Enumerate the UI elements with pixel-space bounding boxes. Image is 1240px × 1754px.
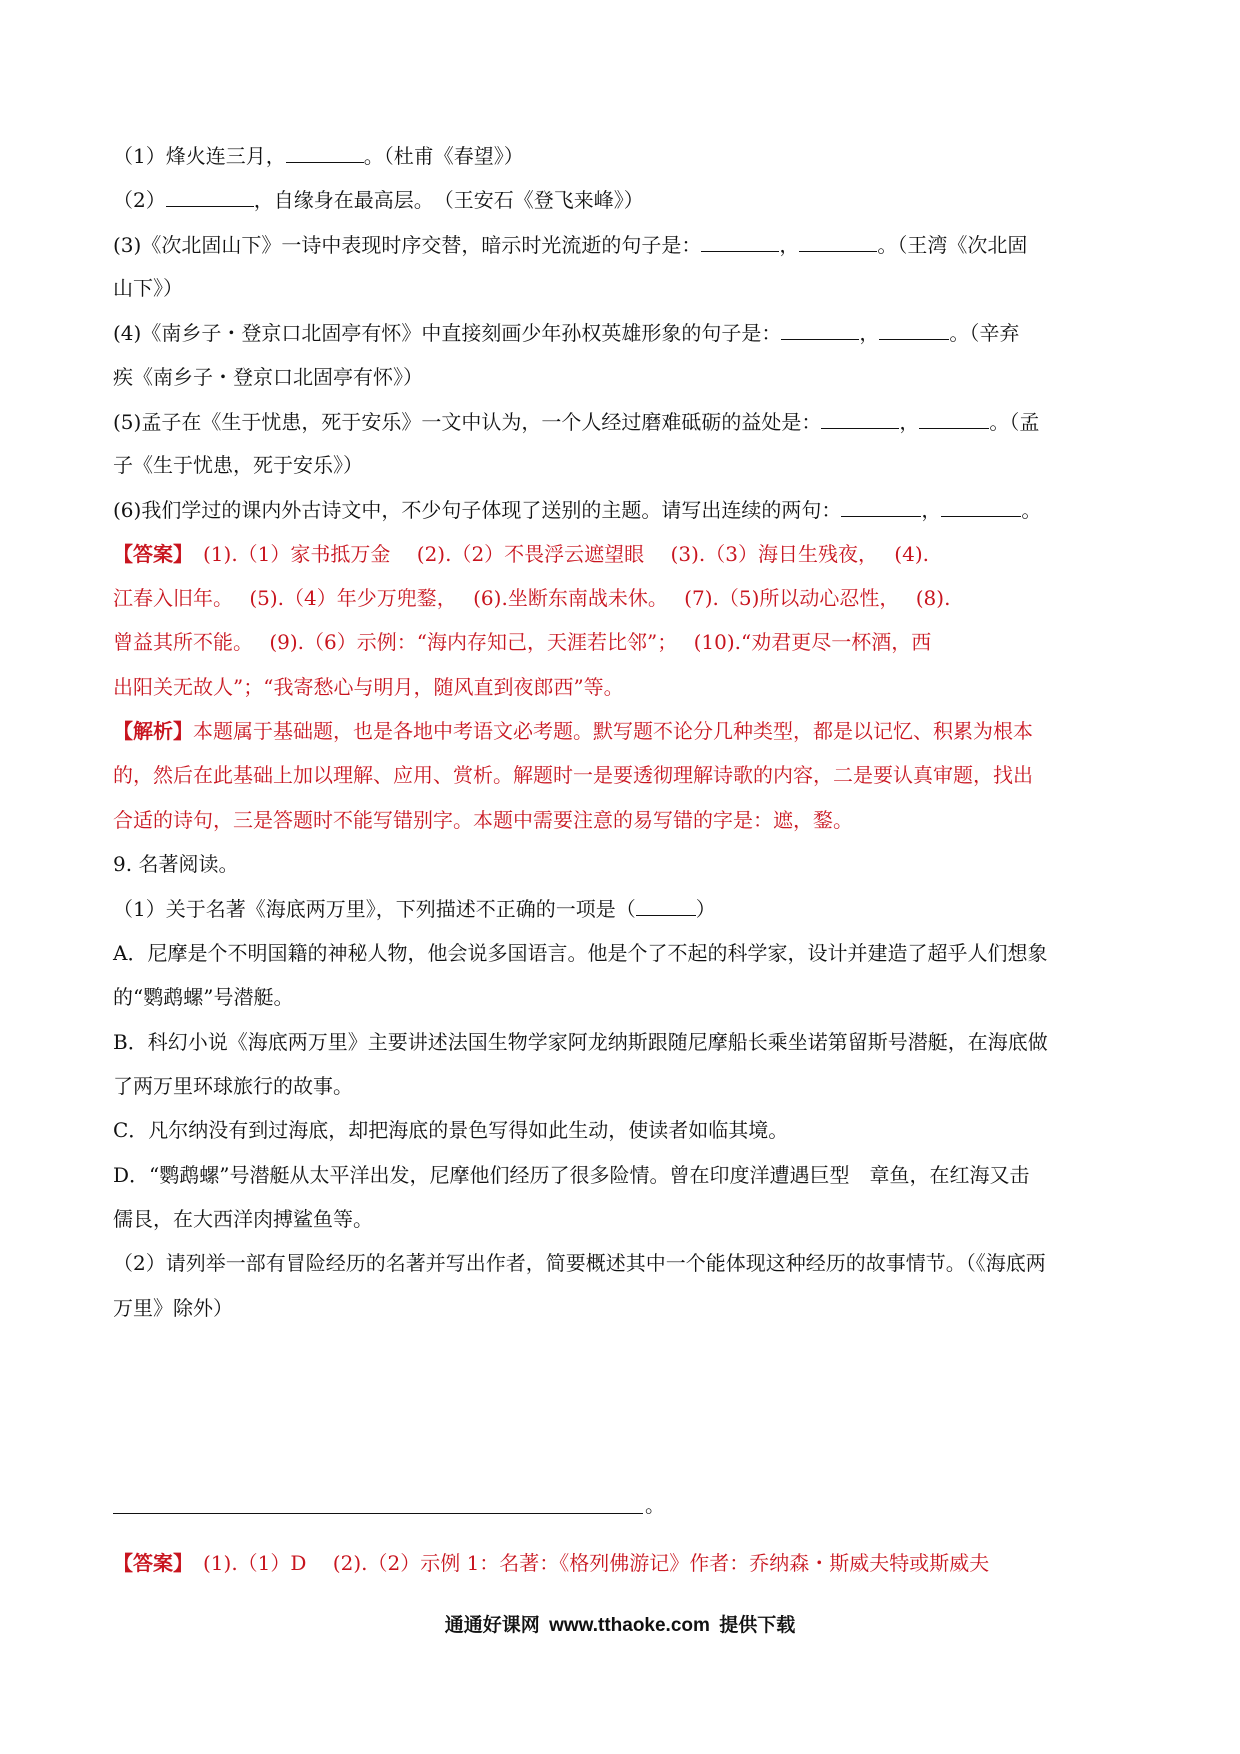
- text: （2）: [113, 188, 166, 212]
- fill-blank[interactable]: [781, 317, 859, 340]
- answer-tag: 【答案】: [113, 542, 183, 566]
- footer-site-name: 通通好课网: [444, 1615, 540, 1636]
- q8-line-1: [113, 140, 1133, 171]
- fill-blank[interactable]: [821, 406, 899, 429]
- q9-option-b-line-1: B．科幻小说《海底两万里》主要讲述法国生物学家阿龙纳斯跟随尼摩船长乘坐诺第留斯号潜艇，在海底做: [113, 1030, 1048, 1054]
- answer-8-line-2: 江春入旧年。 (5).（4）年少万兜鍪， (6).坐断东南战未休。 (7).（5)所以动心忍性， (8).: [113, 586, 951, 610]
- q8-line-3: [113, 229, 1133, 260]
- answer-tag: 【答案】: [113, 1551, 183, 1575]
- q9-option-b-line-2: 了两万里环球旅行的故事。: [113, 1074, 353, 1098]
- q9-option-a-line-1: A．尼摩是个不明国籍的神秘人物，他会说多国语言。他是个了不起的科学家，设计并建造了超乎人们想象: [113, 941, 1048, 965]
- text: (5)孟子在《生于忧患，死于安乐》一文中认为，一个人经过磨难砥砺的益处是：: [113, 410, 822, 434]
- text: （1）关于名著《海底两万里》，下列描述不正确的一项是（: [113, 897, 636, 921]
- fill-blank[interactable]: [636, 893, 696, 916]
- text: 。（杜甫《春望》）: [363, 144, 524, 168]
- q8-line-6: 疾《南乡子・登京口北固亭有怀》）: [113, 365, 423, 389]
- text: (1).（1）D (2).（2）示例 1：名著：《格列佛游记》作者：乔纳森・斯威夫特或斯威夫: [183, 1551, 990, 1575]
- fill-blank[interactable]: [879, 317, 949, 340]
- text: 。（孟: [989, 410, 1040, 434]
- fill-blank[interactable]: [166, 184, 254, 207]
- text: ，: [779, 233, 800, 257]
- q8-line-2: [113, 184, 1133, 215]
- footer-note: 提供下载: [719, 1615, 796, 1636]
- q9-sub-1: [113, 893, 1133, 924]
- q9-option-d-line-2: 儒艮，在大西洋肉搏鲨鱼等。: [113, 1207, 373, 1231]
- q9-option-a-line-2: 的“鹦鹉螺”号潜艇。: [113, 985, 294, 1009]
- q9-option-c-line-1: C．凡尔纳没有到过海底，却把海底的景色写得如此生动，使读者如临其境。: [113, 1118, 789, 1142]
- fill-blank[interactable]: [941, 494, 1021, 517]
- text: （1）烽火连三月，: [113, 144, 286, 168]
- text: ，自缘身在最高层。 （王安石《登飞来峰》）: [253, 188, 644, 212]
- answer-8-line-3: 曾益其所不能。 (9).（6）示例：“海内存知己，天涯若比邻”； (10).“劝君更尽一杯酒，西: [113, 630, 932, 654]
- q9-sub-2-line-1: （2）请列举一部有冒险经历的名著并写出作者，简要概述其中一个能体现这种经历的故事情节。（《海底两: [113, 1251, 1046, 1275]
- text: (4)《南乡子・登京口北固亭有怀》中直接刻画少年孙权英雄形象的句子是：: [113, 321, 782, 345]
- text: 本题属于基础题，也是各地中考语文必考题。默写题不论分几种类型，都是以记忆、积累为根本: [193, 719, 1033, 743]
- answer-8-line-1: [113, 539, 1133, 569]
- q8-line-7: [113, 406, 1133, 437]
- text: ，: [899, 410, 920, 434]
- fill-blank[interactable]: [919, 406, 989, 429]
- q9-sub-2-line-2: 万里》除外）: [113, 1296, 233, 1320]
- text: 。: [1021, 498, 1042, 522]
- answer-8-line-4: 出阳关无故人”；“我寄愁心与明月，随风直到夜郎西”等。: [113, 675, 624, 699]
- analysis-tag: 【解析】: [113, 719, 193, 743]
- answer-line-end: 。: [645, 1493, 665, 1517]
- q8-line-8: 子《生于忧患，死于安乐》）: [113, 453, 363, 477]
- analysis-8-line-2: 的，然后在此基础上加以理解、应用、赏析。解题时一是要透彻理解诗歌的内容，二是要认真审题，找出: [113, 763, 1033, 787]
- q8-line-9: [113, 494, 1133, 525]
- fill-blank[interactable]: [286, 140, 364, 163]
- text: 。（辛弃: [949, 321, 1020, 345]
- fill-blank[interactable]: [799, 229, 877, 252]
- text: (3)《次北固山下》一诗中表现时序交替，暗示时光流逝的句子是：: [113, 233, 702, 257]
- answer-9-line-1: [113, 1548, 1133, 1578]
- analysis-8-line-1: [113, 716, 1133, 746]
- q9-title: 9. 名著阅读。: [113, 852, 239, 876]
- fill-blank[interactable]: [701, 229, 779, 252]
- text: ，: [921, 498, 942, 522]
- analysis-8-line-3: 合适的诗句，三是答题时不能写错别字。本题中需要注意的易写错的字是：遮，鍪。: [113, 808, 853, 832]
- q8-line-5: [113, 317, 1133, 348]
- q9-option-d-line-1: D．“鹦鹉螺”号潜艇从太平洋出发，尼摩他们经历了很多险情。曾在印度洋遭遇巨型 章鱼，在红海又击: [113, 1163, 1030, 1187]
- footer-url[interactable]: www.tthaoke.com: [549, 1615, 710, 1636]
- page-footer: [0, 1610, 1240, 1637]
- text: ）: [695, 897, 716, 921]
- text: (6)我们学过的课内外古诗文中，不少句子体现了送别的主题。请写出连续的两句：: [113, 498, 842, 522]
- q8-line-4: 山下》）: [113, 276, 183, 300]
- text: (1).（1）家书抵万金 (2).（2）不畏浮云遮望眼 (3).（3）海日生残夜， (4).: [183, 542, 929, 566]
- text: 。（王湾《次北固: [877, 233, 1028, 257]
- answer-writing-line[interactable]: [113, 1513, 643, 1514]
- fill-blank[interactable]: [841, 494, 921, 517]
- text: ，: [859, 321, 880, 345]
